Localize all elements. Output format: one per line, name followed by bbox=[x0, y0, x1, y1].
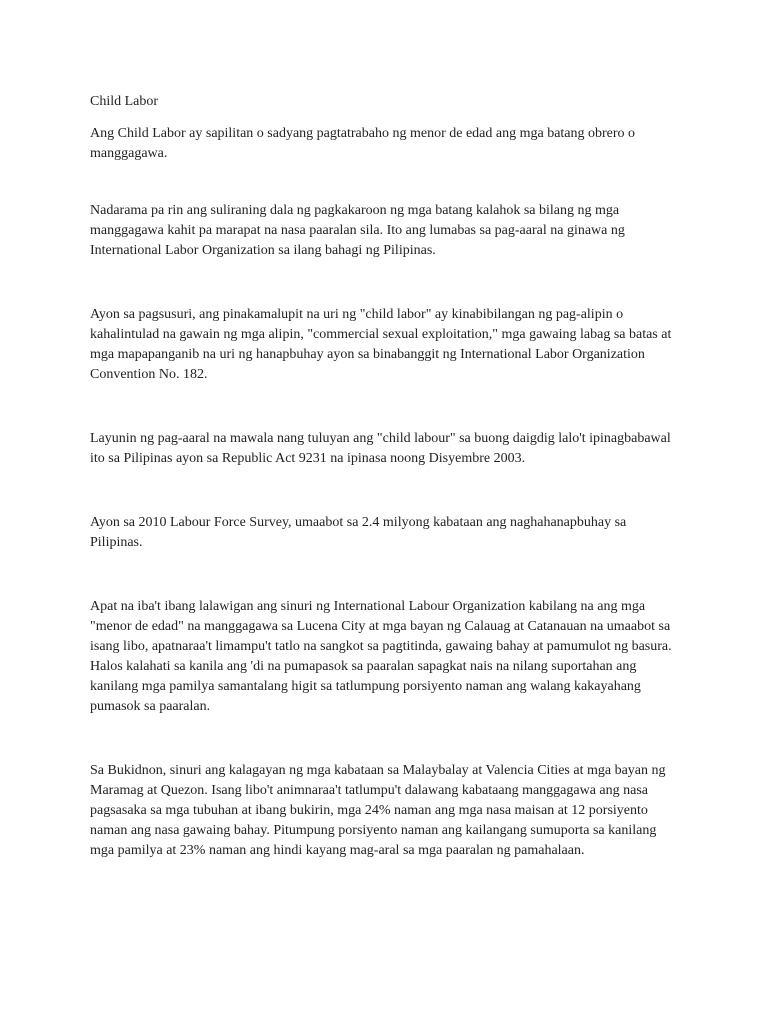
paragraph: Ayon sa 2010 Labour Force Survey, umaabot sa 2.4 milyong kabataan ang naghahanapbuhay sa Pilipinas. bbox=[90, 515, 627, 550]
paragraph: Apat na iba't ibang lalawigan ang sinuri ng International Labour Organization kabilang na ang mga "menor de edad" na manggagawa sa Lucena City at mga bayan ng Calauag at Catanauan na umaabot sa isang libo, apatnaraa't limampu't tatlo na sangkot sa pagtitinda, gawaing bahay at pamumulot ng basura. Halos kalahati sa kanila ang 'di na pumapasok sa paaralan sapagkat nais na nilang suportahan ang kanilang mga pamilya samantalang higit sa tatlumpung porsiyento naman ang walang kakayahang pumasok sa paaralan. bbox=[90, 599, 672, 714]
document-title: Child Labor bbox=[90, 94, 159, 109]
paragraph: Ayon sa pagsusuri, ang pinakamalupit na uri ng "child labor" ay kinabibilangan ng pag-alipin o kahalintulad na gawain ng mga alipin, "commercial sexual exploitation," mga gawaing labag sa batas at mga mapapanganib na uri ng hanapbuhay ayon sa binabanggit ng International Labor Organization Convention No. 182. bbox=[90, 307, 672, 382]
paragraph: Layunin ng pag-aaral na mawala nang tuluyan ang "child labour" sa buong daigdig lalo't ipinagbabawal ito sa Pilipinas ayon sa Republic Act 9231 na ipinasa noong Disyembre 2003. bbox=[90, 431, 671, 466]
paragraph: Ang Child Labor ay sapilitan o sadyang pagtatrabaho ng menor de edad ang mga batang obrero o manggagawa. bbox=[90, 126, 636, 161]
paragraph: Nadarama pa rin ang suliraning dala ng pagkakaroon ng mga batang kalahok sa bilang ng mga manggagawa kahit pa marapat na nasa paaralan sila. Ito ang lumabas sa pag-aaral na ginawa ng International Labor Organization sa ilang bahagi ng Pilipinas. bbox=[90, 203, 625, 258]
document-body bbox=[90, 92, 680, 905]
paragraph: Sa Bukidnon, sinuri ang kalagayan ng mga kabataan sa Malaybalay at Valencia Cities at mga bayan ng Maramag at Quezon. Isang libo't animnaraa't tatlumpu't dalawang kabataang manggagawa ang nasa pagsasaka sa mga tubuhan at ibang bukirin, mga 24% naman ang mga nasa maisan at 12 porsiyento naman ang nasa gawaing bahay. Pitumpung porsiyento naman ang kailangang sumuporta sa kanilang mga pamilya at 23% naman ang hindi kayang mag-aral sa mga paaralan ng pamahalaan. bbox=[90, 763, 666, 858]
